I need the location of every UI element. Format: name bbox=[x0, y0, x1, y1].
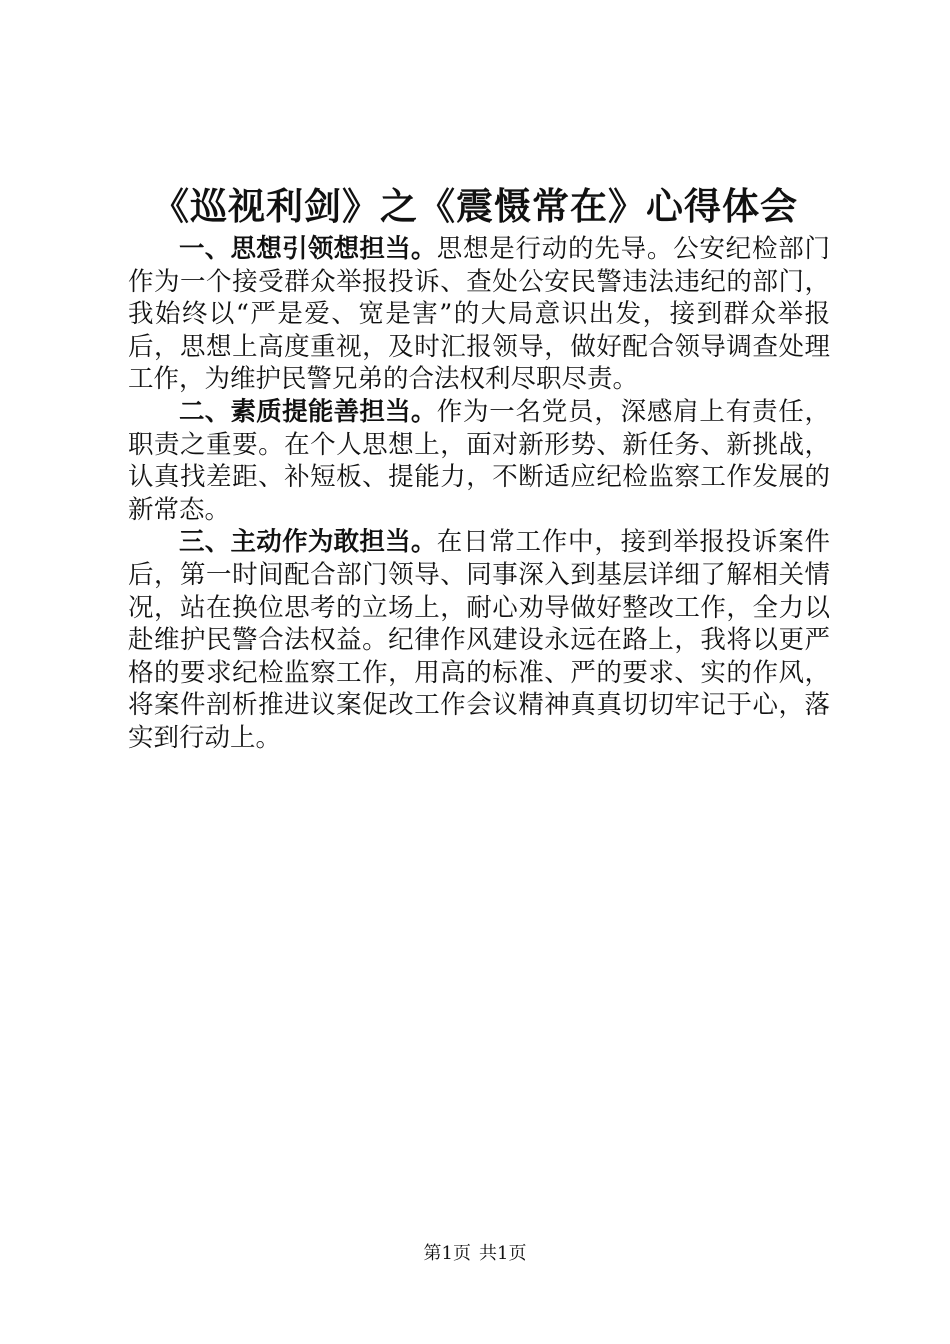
paragraph-1 bbox=[128, 233, 830, 396]
paragraph-heading: 二、素质提能善担当。 bbox=[179, 396, 437, 427]
page-footer bbox=[0, 1242, 950, 1266]
paragraph-3 bbox=[128, 526, 830, 754]
paragraph-heading: 一、思想引领想担当。 bbox=[179, 234, 437, 264]
paragraph-text: 作为一名党员，深感肩上有责任，职责之重要。在个人思想上，面对新形势、新任务、新挑战，认真找差距、补短板、提能力，不断适应纪检监察工作发展的新常态。 bbox=[128, 396, 830, 525]
paragraph-2 bbox=[128, 396, 830, 526]
document-title: 《巡视利剑》之《震慑常在》心得体会 bbox=[152, 185, 798, 228]
page-number: 第1页 bbox=[423, 1243, 471, 1264]
page-total: 共1页 bbox=[479, 1243, 527, 1264]
document-body bbox=[128, 233, 830, 755]
paragraph-text: 在日常工作中，接到举报投诉案件后，第一时间配合部门领导、同事深入到基层详细了解相关情况，站在换位思考的立场上，耐心劝导做好整改工作，全力以赴维护民警合法权益。纪律作风建设永远在路上，我将以更严格的要求纪检监察工作，用高的标准、严的要求、实的作风，将案件剖析推进议案促改工作会议精神真真切切牢记于心，落实到行动上。 bbox=[128, 527, 830, 753]
paragraph-text: 思想是行动的先导。公安纪检部门作为一个接受群众举报投诉、查处公安民警违法违纪的部门，我始终以“严是爱、宽是害”的大局意识出发，接到群众举报后，思想上高度重视，及时汇报领导，做好配合领导调查处理工作，为维护民警兄弟的合法权利尽职尽责。 bbox=[128, 234, 830, 395]
paragraph-heading: 三、主动作为敢担当。 bbox=[179, 527, 437, 558]
